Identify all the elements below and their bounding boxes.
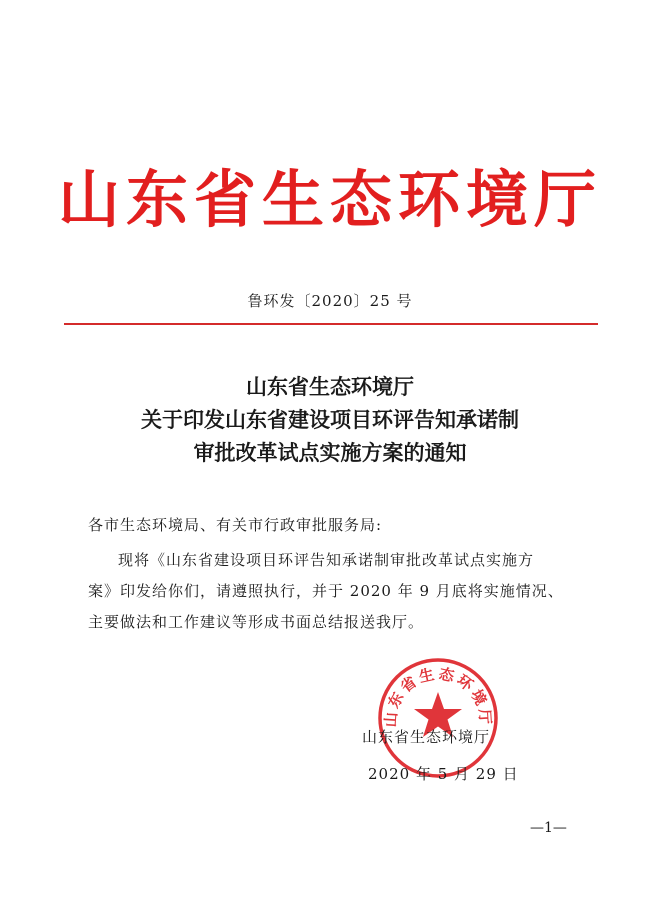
official-seal-icon bbox=[376, 656, 500, 780]
document-title bbox=[0, 370, 660, 469]
signature-date: 2020 年 5 月 29 日 bbox=[368, 765, 519, 783]
svg-text:山东省生态环境厅: 山东省生态环境厅 bbox=[381, 664, 495, 728]
document-number: 鲁环发〔2020〕25 号 bbox=[247, 292, 413, 310]
page-number: —1— bbox=[530, 820, 567, 836]
body-line: 案》印发给你们，请遵照执行，并于 2020 年 9 月底将实施情况、 bbox=[88, 582, 564, 600]
body-text bbox=[88, 545, 588, 638]
title-line: 审批改革试点实施方案的通知 bbox=[193, 440, 467, 465]
body-line: 现将《山东省建设项目环评告知承诺制审批改革试点实施方 bbox=[118, 551, 535, 569]
addressee: 各市生态环境局、有关市行政审批服务局: bbox=[88, 516, 383, 534]
title-line: 山东省生态环境厅 bbox=[246, 374, 414, 399]
red-divider bbox=[64, 323, 598, 325]
body-line: 主要做法和工作建议等形成书面总结报送我厅。 bbox=[88, 613, 425, 631]
signature-organization: 山东省生态环境厅 bbox=[362, 728, 491, 746]
masthead: 山东省生态环境厅 bbox=[57, 163, 602, 236]
title-line: 关于印发山东省建设项目环评告知承诺制 bbox=[141, 407, 519, 432]
